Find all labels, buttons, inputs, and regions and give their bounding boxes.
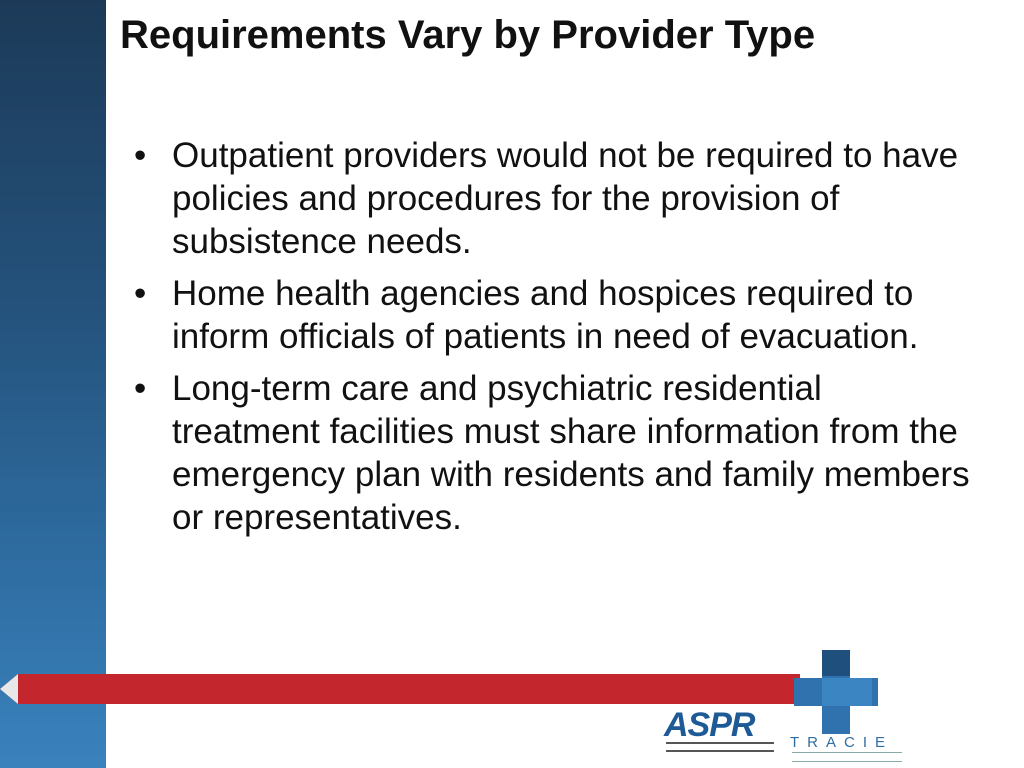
aspr-logo-subtext-lines xyxy=(666,742,774,752)
aspr-logo xyxy=(664,706,776,752)
bullet-item xyxy=(130,367,970,539)
slide-title: Requirements Vary by Provider Type xyxy=(120,13,816,57)
bullet-marker: • xyxy=(134,274,147,313)
bullet-text: Long-term care and psychiatric residential treatment facilities must share information from the emergency plan with residents and family members or representatives. xyxy=(172,369,970,537)
bullet-marker: • xyxy=(134,136,147,175)
bullet-text: Outpatient providers would not be required to have policies and procedures for the provision of subsistence needs. xyxy=(172,136,959,261)
aspr-logo-text: ASPR xyxy=(664,706,755,744)
bullet-marker: • xyxy=(134,369,147,408)
bullet-item xyxy=(130,272,970,358)
left-accent-bar xyxy=(0,0,106,768)
tracie-logo-text: TRACIE xyxy=(790,734,894,751)
bullet-list xyxy=(130,134,970,548)
footer-red-bar xyxy=(0,674,800,704)
bullet-item xyxy=(130,134,970,263)
bullet-text: Home health agencies and hospices required to inform officials of patients in need of evacuation. xyxy=(172,274,919,356)
medical-cross-icon xyxy=(794,650,878,734)
tracie-logo-subtext-lines xyxy=(792,752,902,762)
